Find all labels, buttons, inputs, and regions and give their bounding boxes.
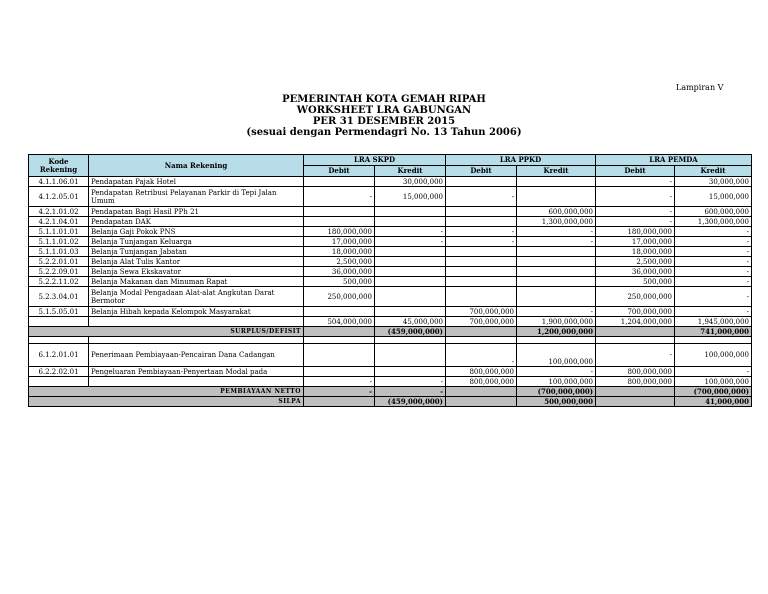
cell-nama: Belanja Sewa Ekskavator	[89, 267, 304, 277]
col-header-ppkd: LRA PPKD	[446, 155, 596, 166]
cell-pemda-kredit: -	[675, 287, 752, 307]
cell-ppkd-kredit: -	[517, 227, 596, 237]
cell-pemda-debit: -	[596, 187, 675, 207]
cell-ppkd-debit: -	[446, 237, 517, 247]
cell-kode: 4.2.1.04.01	[29, 217, 89, 227]
cell-pemda-debit: 700,000,000	[596, 307, 675, 317]
col-header-pemda: LRA PEMDA	[596, 155, 752, 166]
cell-skpd-debit	[304, 177, 375, 187]
title-period: PER 31 DESEMBER 2015	[312, 116, 456, 127]
cell-pemda-kredit: -	[675, 267, 752, 277]
cell-blank	[89, 317, 304, 327]
cell-kode: 5.2.2.09.01	[29, 267, 89, 277]
cell-skpd-debit	[304, 327, 375, 337]
cell-skpd-kredit	[375, 267, 446, 277]
cell-ppkd-kredit	[517, 287, 596, 307]
title-regulation: (sesuai dengan Permendagri No. 13 Tahun 2006)	[246, 127, 522, 138]
cell-ppkd-debit: 800,000,000	[446, 377, 517, 387]
cell-pemda-debit: -	[596, 207, 675, 217]
cell-pemda-kredit: 741,000,000	[675, 327, 752, 337]
cell-pemda-debit: 2,500,000	[596, 257, 675, 267]
cell-skpd-debit: 17,000,000	[304, 237, 375, 247]
cell-ppkd-kredit: 1,900,000,000	[517, 317, 596, 327]
cell-skpd-debit: -	[304, 187, 375, 207]
cell-ppkd-kredit	[517, 277, 596, 287]
cell-ppkd-debit	[446, 327, 517, 337]
cell-ppkd-kredit	[517, 247, 596, 257]
cell-ppkd-kredit: 1,200,000,000	[517, 327, 596, 337]
cell-skpd-kredit	[375, 344, 446, 367]
table-row	[29, 247, 752, 257]
col-header-ppkd-kredit: Kredit	[517, 166, 596, 177]
cell-kode: 5.1.5.05.01	[29, 307, 89, 317]
cell-nama: Pendapatan Bagi Hasil PPh 21	[89, 207, 304, 217]
attachment-label: Lampiran V	[676, 83, 724, 92]
cell-ppkd-kredit: -	[517, 307, 596, 317]
cell-ppkd-kredit	[517, 177, 596, 187]
cell-nama: Belanja Gaji Pokok PNS	[89, 227, 304, 237]
spacer-row	[29, 337, 752, 344]
cell-pemda-kredit: 15,000,000	[675, 187, 752, 207]
table-row	[29, 257, 752, 267]
cell-pemda-kredit: -	[675, 307, 752, 317]
cell-kode: 4.1.1.06.01	[29, 177, 89, 187]
cell-skpd-debit	[304, 217, 375, 227]
cell-skpd-kredit: (459,000,000)	[375, 327, 446, 337]
cell-ppkd-debit: 800,000,000	[446, 367, 517, 377]
title-government: PEMERINTAH KOTA GEMAH RIPAH	[282, 94, 486, 105]
cell-ppkd-debit	[446, 207, 517, 217]
cell-skpd-kredit: 15,000,000	[375, 187, 446, 207]
worksheet-table	[28, 154, 752, 407]
cell-pemda-kredit: -	[675, 237, 752, 247]
cell-kode: 6.2.2.02.01	[29, 367, 89, 377]
cell-pemda-debit: 800,000,000	[596, 377, 675, 387]
cell-skpd-debit	[304, 344, 375, 367]
cell-skpd-kredit	[375, 257, 446, 267]
table-row	[29, 227, 752, 237]
cell-skpd-debit: -	[304, 387, 375, 397]
cell-skpd-kredit	[375, 287, 446, 307]
subtotal-row	[29, 377, 752, 387]
cell-pemda-debit	[596, 387, 675, 397]
cell-ppkd-kredit: 100,000,000	[517, 344, 596, 367]
silpa-row	[29, 397, 752, 407]
cell-ppkd-kredit: -	[517, 237, 596, 247]
cell-nama: Belanja Hibah kepada Kelompok Masyarakat	[89, 307, 304, 317]
cell-pemda-kredit: -	[675, 227, 752, 237]
cell-kode: 5.1.1.01.03	[29, 247, 89, 257]
cell-skpd-debit: 18,000,000	[304, 247, 375, 257]
table-row	[29, 344, 752, 367]
cell-skpd-kredit: -	[375, 387, 446, 397]
cell-pemda-debit: 180,000,000	[596, 227, 675, 237]
netto-label: PEMBIAYAAN NETTO	[29, 387, 304, 397]
cell-blank	[29, 317, 89, 327]
cell-ppkd-debit	[446, 277, 517, 287]
cell-kode: 5.2.2.01.01	[29, 257, 89, 267]
cell-pemda-kredit: 30,000,000	[675, 177, 752, 187]
cell-ppkd-debit	[446, 247, 517, 257]
cell-pemda-debit	[596, 327, 675, 337]
cell-nama: Pengeluaran Pembiayaan-Penyertaan Modal pada	[89, 367, 304, 377]
table-row	[29, 217, 752, 227]
cell-skpd-kredit: -	[375, 237, 446, 247]
document-title-block	[0, 94, 768, 138]
cell-nama: Belanja Tunjangan Jabatan	[89, 247, 304, 257]
cell-pemda-debit: 18,000,000	[596, 247, 675, 257]
col-header-pemda-debit: Debit	[596, 166, 675, 177]
cell-pemda-kredit: 1,300,000,000	[675, 217, 752, 227]
cell-kode: 5.1.1.01.02	[29, 237, 89, 247]
cell-skpd-debit	[304, 367, 375, 377]
surplus-row	[29, 327, 752, 337]
cell-ppkd-kredit	[517, 257, 596, 267]
cell-nama: Pendapatan Pajak Hotel	[89, 177, 304, 187]
cell-pemda-kredit: 1,945,000,000	[675, 317, 752, 327]
cell-pemda-kredit: (700,000,000)	[675, 387, 752, 397]
cell-skpd-debit: 180,000,000	[304, 227, 375, 237]
col-header-ppkd-debit: Debit	[446, 166, 517, 177]
cell-ppkd-kredit	[517, 187, 596, 207]
table-row	[29, 287, 752, 307]
col-header-skpd-debit: Debit	[304, 166, 375, 177]
cell-skpd-kredit	[375, 367, 446, 377]
cell-ppkd-debit	[446, 177, 517, 187]
cell-pemda-debit: 36,000,000	[596, 267, 675, 277]
table-row	[29, 277, 752, 287]
cell-nama: Belanja Makanan dan Minuman Rapat	[89, 277, 304, 287]
cell-ppkd-debit: 700,000,000	[446, 317, 517, 327]
table-row	[29, 237, 752, 247]
cell-skpd-kredit	[375, 217, 446, 227]
cell-ppkd-kredit: 500,000,000	[517, 397, 596, 407]
col-header-pemda-kredit: Kredit	[675, 166, 752, 177]
cell-skpd-kredit: -	[375, 227, 446, 237]
cell-kode: 5.1.1.01.01	[29, 227, 89, 237]
cell-ppkd-kredit	[517, 267, 596, 277]
cell-kode: 5.2.3.04.01	[29, 287, 89, 307]
cell-ppkd-debit: 700,000,000	[446, 307, 517, 317]
cell-skpd-debit	[304, 397, 375, 407]
cell-pemda-debit: 250,000,000	[596, 287, 675, 307]
cell-skpd-kredit: -	[375, 377, 446, 387]
table-row	[29, 187, 752, 207]
cell-pemda-kredit: 600,000,000	[675, 207, 752, 217]
cell-pemda-kredit: 100,000,000	[675, 344, 752, 367]
cell-skpd-kredit: (459,000,000)	[375, 397, 446, 407]
cell-ppkd-debit	[446, 257, 517, 267]
cell-nama: Penerimaan Pembiayaan-Pencairan Dana Cadangan	[89, 344, 304, 367]
col-header-skpd-kredit: Kredit	[375, 166, 446, 177]
cell-nama: Pendapatan Retribusi Pelayanan Parkir di Tepi Jalan Umum	[89, 187, 304, 207]
col-header-kode: Kode Rekening	[29, 155, 89, 177]
cell-ppkd-kredit: 600,000,000	[517, 207, 596, 217]
cell-pemda-kredit: -	[675, 367, 752, 377]
cell-nama: Belanja Tunjangan Keluarga	[89, 237, 304, 247]
col-header-skpd: LRA SKPD	[304, 155, 446, 166]
cell-pemda-kredit: 100,000,000	[675, 377, 752, 387]
cell-skpd-debit: 36,000,000	[304, 267, 375, 277]
cell-nama: Belanja Modal Pengadaan Alat-alat Angkutan Darat Bermotor	[89, 287, 304, 307]
netto-row	[29, 387, 752, 397]
cell-ppkd-debit	[446, 217, 517, 227]
cell-ppkd-debit	[446, 397, 517, 407]
cell-pemda-kredit: -	[675, 247, 752, 257]
cell-kode: 4.1.2.05.01	[29, 187, 89, 207]
cell-pemda-kredit: 41,000,000	[675, 397, 752, 407]
cell-ppkd-kredit: (700,000,000)	[517, 387, 596, 397]
cell-ppkd-debit: -	[446, 344, 517, 367]
cell-pemda-debit: -	[596, 344, 675, 367]
cell-skpd-kredit	[375, 307, 446, 317]
cell-pemda-debit: 800,000,000	[596, 367, 675, 377]
cell-ppkd-kredit: 1,300,000,000	[517, 217, 596, 227]
cell-ppkd-debit	[446, 267, 517, 277]
surplus-label: SURPLUS/DEFISIT	[29, 327, 304, 337]
cell-blank	[89, 377, 304, 387]
cell-ppkd-debit	[446, 287, 517, 307]
cell-skpd-kredit	[375, 277, 446, 287]
table-row	[29, 267, 752, 277]
cell-skpd-kredit: 45,000,000	[375, 317, 446, 327]
table-row	[29, 177, 752, 187]
cell-skpd-debit: -	[304, 377, 375, 387]
cell-skpd-debit: 250,000,000	[304, 287, 375, 307]
cell-skpd-debit: 2,500,000	[304, 257, 375, 267]
silpa-label: SILPA	[29, 397, 304, 407]
cell-pemda-debit: -	[596, 177, 675, 187]
cell-pemda-debit: 1,204,000,000	[596, 317, 675, 327]
col-header-nama: Nama Rekening	[89, 155, 304, 177]
cell-skpd-debit	[304, 307, 375, 317]
cell-skpd-kredit	[375, 247, 446, 257]
cell-pemda-debit	[596, 397, 675, 407]
title-worksheet: WORKSHEET LRA GABUNGAN	[296, 105, 472, 116]
cell-pemda-kredit: -	[675, 277, 752, 287]
cell-skpd-debit	[304, 207, 375, 217]
cell-ppkd-kredit: 100,000,000	[517, 377, 596, 387]
cell-kode: 5.2.2.11.02	[29, 277, 89, 287]
table-row	[29, 207, 752, 217]
cell-kode: 4.2.1.01.02	[29, 207, 89, 217]
table-row	[29, 307, 752, 317]
cell-pemda-debit: -	[596, 217, 675, 227]
cell-skpd-kredit	[375, 207, 446, 217]
cell-skpd-kredit: 30,000,000	[375, 177, 446, 187]
cell-pemda-debit: 500,000	[596, 277, 675, 287]
subtotal-row	[29, 317, 752, 327]
cell-pemda-debit: 17,000,000	[596, 237, 675, 247]
cell-kode: 6.1.2.01.01	[29, 344, 89, 367]
cell-ppkd-debit: -	[446, 187, 517, 207]
table-row	[29, 367, 752, 377]
cell-nama: Pendapatan DAK	[89, 217, 304, 227]
cell-ppkd-debit: -	[446, 227, 517, 237]
cell-ppkd-debit	[446, 387, 517, 397]
cell-nama: Belanja Alat Tulis Kantor	[89, 257, 304, 267]
cell-pemda-kredit: -	[675, 257, 752, 267]
cell-skpd-debit: 504,000,000	[304, 317, 375, 327]
cell-ppkd-kredit: -	[517, 367, 596, 377]
cell-skpd-debit: 500,000	[304, 277, 375, 287]
cell-blank	[29, 377, 89, 387]
